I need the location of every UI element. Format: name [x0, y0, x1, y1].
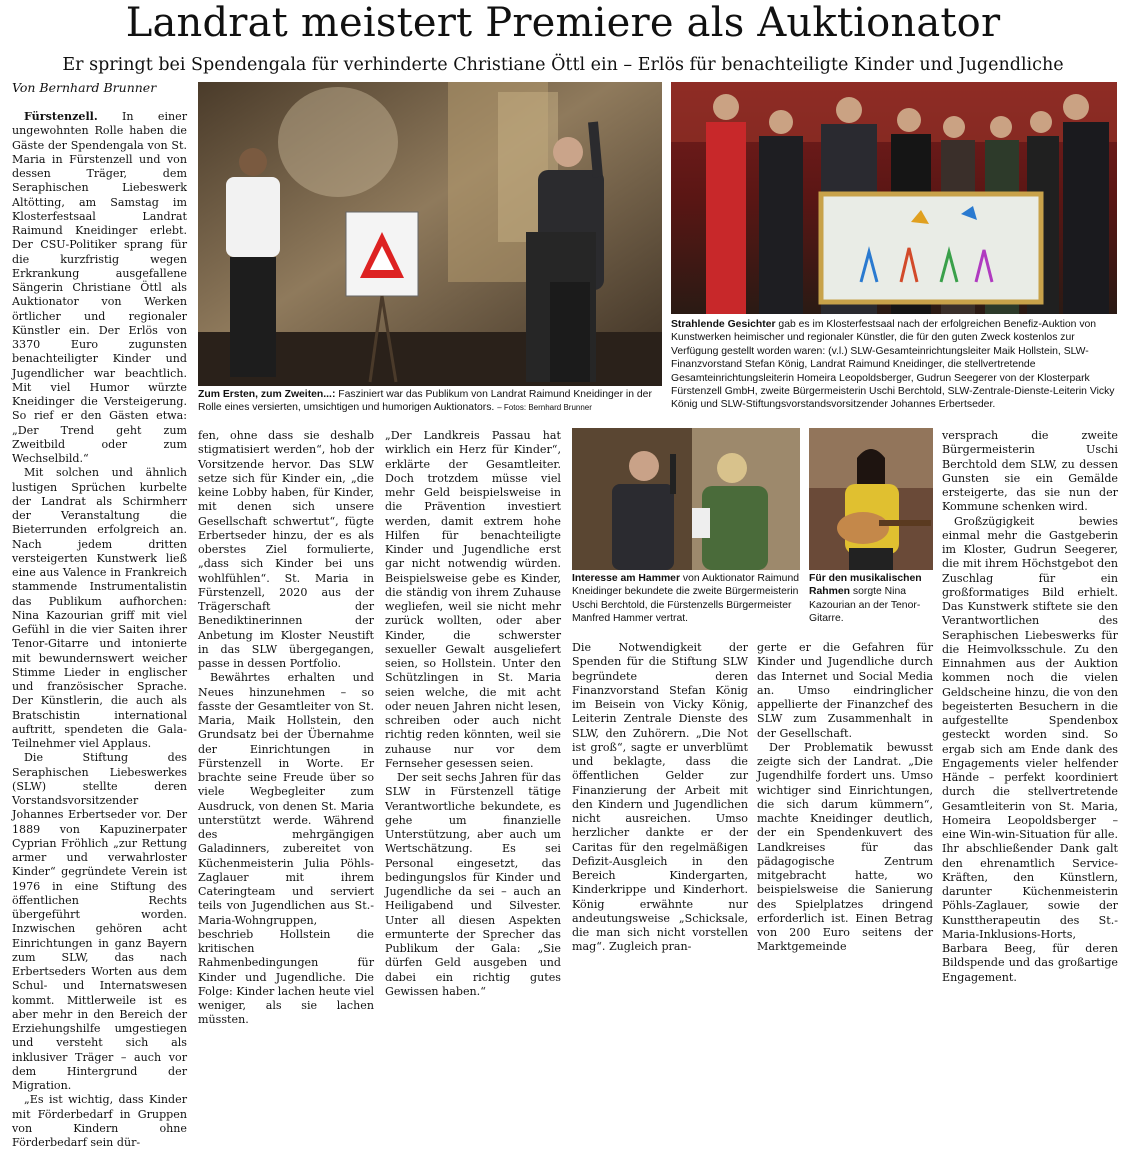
caption-photo-4 — [809, 572, 935, 628]
photo-hammer-image — [572, 428, 800, 570]
photo-credit: – Fotos: Bernhard Brunner — [497, 403, 592, 413]
photo-musician-image — [809, 428, 933, 570]
photo-auctioneer-image — [198, 82, 662, 386]
paragraph: Der Problematik bewusst zeigte sich der Landrat. „Die Jugendhilfe fordert uns. Umso wichtiger sind Einrichtungen, die sich darum kümmern“, machte Kneidinger deutlich, der ein Spendenkuvert des Landkreises für das pädagogische Zentrum mitgebracht hatte, wo beispielsweise die Sanierung des Spielplatzes dringend erforderlich ist. Einen Betrag von 200 Euro seitens der Marktgemeinde — [757, 740, 933, 954]
paragraph: Mit solchen und ähnlich lustigen Sprüchen kurbelte der Landrat als Schirmherr der Veranstaltung die Bieterrunden erfolgreich an. Nach jedem dritten versteigerten Kunstwerk ließ eine aus Valence in Frankreich stammende Instrumentalistin das Publikum aufhorchen: Nina Kazourian griff mit viel Gefühl in die vier Saiten ihrer Tenor-Gitarre und intonierte mit bewundernswert weicher Stimme Lieder in englischer und französischer Sprache. Der Künstlerin, die auch als Bratschistin international auftritt, spendeten die Gala-Teilnehmer viel Applaus. — [12, 466, 187, 750]
caption-text: gab es im Klosterfestsaal nach der erfolgreichen Benefiz-Auktion von Kunstwerken heimischer und regionaler Künstler, die für den guten Zweck kostenlos zur Verfügung gestellt worden waren: (v.l.) SLW-Gesamteinrichtungsleiter Maik Hollstein, SLW-Finanzvorstand Stefan König, Landrat Raimund Kneidinger, die stellvertretende Gesamteinrichtungsleiterin Homeira Leopoldsberger, Gudrun Seegerer von der Klosterpark Fürstenzell GmbH, zweite Bürgermeisterin Uschi Berchtold, SLW-Zentrale-Dienste-Leiterin Vicky König und SLW-Stiftungsvorstandsvorsitzender Johannes Erbertseder. — [671, 319, 1115, 411]
caption-lead: Interesse am Hammer — [572, 573, 681, 584]
byline: Von Bernhard Brunner — [12, 80, 157, 95]
paragraph: Die Notwendigkeit der Spenden für die Stiftung SLW begründete deren Finanzvorstand Stefan König im Beisein von Vicky König, Leiterin Zentrale Dienste des SLW, den Zuhörern. „Die Not ist groß“, sagte er unverblümt und beklagte, dass die öffentlichen Gelder zur Finanzierung der Arbeit mit den Kindern und Jugendlichen nicht ausreichen. Umso herzlicher dankte er der Caritas für den regelmäßigen Defizit-Ausgleich in den Bereich Kindergarten, Kinderkrippe und Kinderhort. König erwähnte nur andeutungsweise „Schicksale, die man sich nicht vorstellen mag“. Zugleich pran- — [572, 641, 748, 954]
photo-hammer — [572, 428, 800, 570]
article-column-3 — [385, 429, 561, 998]
subheadline: Er springt bei Spendengala für verhinderte Christiane Öttl ein – Erlös für benachteiligte Kinder und Jugendliche — [62, 55, 1064, 75]
paragraph: gerte er die Gefahren für Kinder und Jugendliche durch das Internet und Social Media an. Umso eindringlicher appellierte der Finanzchef des SLW zum Zusammenhalt in der Gesellschaft. — [757, 641, 933, 740]
caption-lead: Strahlende Gesichter — [671, 319, 776, 330]
headline: Landrat meistert Premiere als Auktionator — [125, 0, 1001, 46]
article-column-6 — [942, 429, 1118, 984]
paragraph: Bewährtes erhalten und Neues hinzunehmen – so fasste der Gesamtleiter von St. Maria, Maik Hollstein, den Grundsatz bei der Übernahme der Einrichtungen in Fürstenzell in Worte. Er brachte seine Freude über so viele Wegbegleiter zum Ausdruck, von denen St. Maria unterstützt werde. Während des mehrgängigen Galadinners, zubereitet von Küchenmeisterin Julia Pöhls-Zaglauer mit ihrem Cateringteam und serviert teils von Jugendlichen aus St.-Maria-Wohngruppen, beschrieb Hollstein die kritischen Rahmenbedingungen für Kinder und Jugendliche. Die Folge: Kinder lachen heute viel weniger, als sie lachen müssten. — [198, 671, 374, 1027]
paragraph: Der seit sechs Jahren für das SLW in Fürstenzell tätige Verantwortliche bekundete, es gehe um finanzielle Unterstützung, aber auch um Wertschätzung. Es sei Personal eingesetzt, das bedingungslos für Kinder und Jugendliche da sei – auch an Heiligabend und Silvester. Unter all diesen Aspekten ermunterte der Sprecher das Publikum der Gala: „Sie dürfen Geld ausgeben und dabei ein richtig gutes Gewissen haben.“ — [385, 771, 561, 998]
paragraph: versprach die zweite Bürgermeisterin Uschi Berchtold dem SLW, zu dessen Gunsten sie ein Gemälde ersteigerte, das sie nun der Kommune schenken wird. — [942, 429, 1118, 514]
caption-lead: Zum Ersten, zum Zweiten...: — [198, 389, 336, 400]
dateline: Fürstenzell. — [24, 110, 98, 123]
paragraph: fen, ohne dass sie deshalb stigmatisiert werden“, hob der Vorsitzende hervor. Das SLW setze sich für Kinder ein, „die keine Lobby haben, für Kinder, mit denen sich unsere Gesellschaft schwertut“, fügte Erbertseder hinzu, der es als oberstes Ziel formulierte, „dass sich Kinder bei uns wohlfühlen“. St. Maria in Fürstenzell, 2020 aus der Trägerschaft der Benediktinerinnen der Anbetung im Kloster Neustift in das SLW übergegangen, passe in dessen Portfolio. — [198, 429, 374, 670]
article-column-1 — [12, 110, 188, 1149]
photo-auctioneer — [198, 82, 662, 386]
caption-lead: Für den musikalischen Rahmen — [809, 573, 922, 598]
caption-photo-1 — [198, 388, 662, 418]
caption-text: Fasziniert war das Publikum von Landrat Raimund Kneidinger in der Rolle eines versierten, umsichtigen und humorigen Auktionators. — [198, 389, 652, 414]
paragraph: Fürstenzell. In einer ungewohnten Rolle haben die Gäste der Spendengala von St. Maria in Fürstenzell und von dessen Träger, dem Seraphischen Liebeswerk Altötting, am Samstag im Klosterfestsaal Landrat Raimund Kneidinger erlebt. Der CSU-Politiker sprang für die kurzfristig wegen Erkrankung ausgefallene Sängerin Christiane Öttl als Auktionator von Werken örtlicher und regionaler Künstler ein. Der Erlös von 3370 Euro zugunsten benachteiligter Kinder und Jugendlicher war beachtlich. Mit viel Humor würzte Kneidinger die Versteigerung. So rief er den Gästen etwa: „Der Trend geht zum Zweitbild oder zum Wechselbild.“ — [12, 110, 188, 465]
paragraph: „Es ist wichtig, dass Kinder mit Förderbedarf in Gruppen von Kindern ohne Förderbedarf sein dür- — [12, 1093, 187, 1149]
caption-photo-2 — [671, 318, 1119, 418]
photo-group-image — [671, 82, 1117, 314]
photo-musician — [809, 428, 933, 570]
article-column-2 — [198, 429, 374, 1027]
photo-group — [671, 82, 1117, 314]
paragraph: Die Stiftung des Seraphischen Liebeswerkes (SLW) stellte deren Vorstandsvorsitzender Johannes Erbertseder vor. Der 1889 von Kapuzinerpater Cyprian Fröhlich „zur Rettung armer und verwahrloster Kinder“ gegründete Verein ist 1976 in eine Stiftung des öffentlichen Rechts übergeführt worden. Inzwischen gehören acht Einrichtungen in ganz Bayern zum SLW, das nach Erbertseders Worten aus dem Schul- und Internatswesen kommt. Mittlerweile ist es aber mehr in den Bereich der Erziehungshilfe umgestiegen und versteht sich als inklusiver Träger – auch vor dem Hintergrund der Migration. — [12, 751, 187, 1092]
caption-text: von Auktionator Raimund Kneidinger bekundete die zweite Bürgermeisterin Uschi Berchtold, die Fürstenzells Bürgermeister Manfred Hammer vertrat. — [572, 573, 800, 625]
article-column-4 — [572, 641, 748, 954]
article-column-5 — [757, 641, 933, 954]
caption-text: sorgte Nina Kazourian an der Tenor-Gitarre. — [809, 586, 921, 625]
paragraph: Großzügigkeit bewies einmal mehr die Gastgeberin im Kloster, Gudrun Seegerer, die mit ihrem Höchstgebot den Zuschlag für ein großformatiges Bild erhielt. Das Kunstwerk stiftete sie den Verantwortlichen des Seraphischen Liebeswerks für die Heimvolksschule. Zu den Einnahmen aus der Auktion kommen noch die vielen Geldscheine hinzu, die von den begeisterten Besuchern in die aufgestellte Spendenbox gesteckt worden sind. So ergab sich am Ende dank des Engagements vieler helfender Hände – perfekt koordiniert durch die stellvertretende Gesamtleiterin von St. Maria, Homeira Leopoldsberger – eine Win-win-Situation für alle. Ihr abschließender Dank galt den ehrenamtlich Service-Kräften, den Künstlern, darunter Küchenmeisterin Pöhls-Zaglauer, sowie der Kunsttherapeutin des St.-Maria-Inklusions-Horts, Barbara Beeg, für deren Bildspende und das großartige Engagement. — [942, 514, 1118, 984]
caption-photo-3 — [572, 572, 802, 628]
paragraph: „Der Landkreis Passau hat wirklich ein Herz für Kinder“, erklärte der Gesamtleiter. Doch trotzdem müsse viel mehr Geld beispielsweise in die Prävention investiert werden, damit extrem hohe Hilfen für benachteiligte Kinder und Jugendliche erst gar nicht notwendig würden. Beispielsweise gebe es Kinder, die ständig von ihrem Zuhause wegliefen, weil sie nicht mehr zurück wollten, oder aber Kinder, die schwerster sexueller Gewalt ausgeliefert seien, so Hollstein. Unter den Schützlingen in St. Maria seien welche, die mit acht oder neuen Jahren nicht lesen, schreiben oder auch nicht richtig reden könnten, weil sie zuhause nur vor dem Fernseher gesessen seien. — [385, 429, 561, 770]
